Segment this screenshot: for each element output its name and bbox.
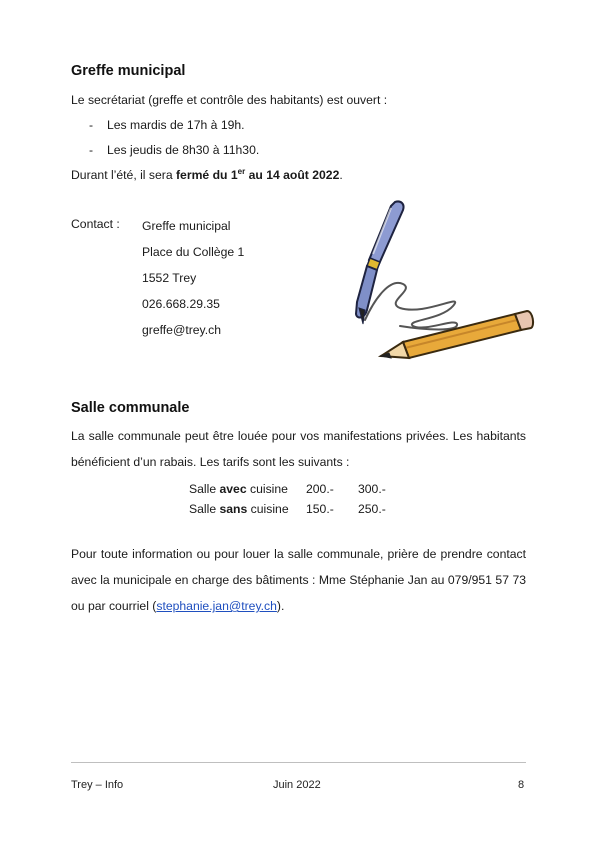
section-title-salle: Salle communale	[71, 400, 190, 416]
contact-line: 1552 Trey	[142, 271, 197, 285]
scribble-line	[365, 283, 457, 330]
pen-and-pencil-illustration	[345, 198, 535, 366]
salle-intro: La salle communale peut être louée pour vos manifestations privées. Les habitants bénéficient d’un rabais. Les tarifs sont les suivants :	[71, 429, 526, 469]
contact-line: Greffe municipal	[142, 219, 231, 233]
page-number: 8	[518, 779, 525, 791]
contact-address	[142, 217, 244, 347]
tarif-price-1: 200.-	[306, 482, 334, 496]
document-page: Greffe municipal Le secrétariat (greffe et contrôle des habitants) est ouvert : - Les mardis de 17h à 19h. - Les jeudis de 8h30 à 11h30. Durant l’été, il sera fermé du 1er au 14 août 2022. Contact : Greffe municipal Place du Collège 1 1552 Trey 026.668.29.35 greffe@trey.ch Salle communale La salle communale peut être louée pour vos manifestations privées. Les habitants bénéficient d’un rabais. Les tarifs sont les suivants : Salle avec cuisine 200.- 300.- Salle sans cuisine 150.- 250.- Pour toute information ou pour louer la salle communale, prière de prendre contact avec la municipale en charge des bâtiments : Mme Stéphanie Jan au 079/951 57 73 ou par courriel (stephanie.jan@trey.ch). Trey – Info Juin 2022 8	[0, 0, 595, 842]
contact-email: greffe@trey.ch	[142, 323, 221, 337]
table-row	[184, 479, 399, 499]
contact-label: Contact :	[71, 217, 120, 231]
hours-item-text: Les mardis de 17h à 19h.	[107, 118, 245, 132]
greffe-intro: Le secrétariat (greffe et contrôle des habitants) est ouvert :	[71, 93, 388, 107]
tarif-label: Salle sans cuisine	[189, 502, 289, 516]
tarif-price-2: 250.-	[358, 502, 386, 516]
hours-item-text: Les jeudis de 8h30 à 11h30.	[107, 143, 260, 157]
contact-line: Place du Collège 1	[142, 245, 245, 259]
footer-date: Juin 2022	[273, 779, 321, 791]
contact-line: 026.668.29.35	[142, 297, 220, 311]
tarif-price-2: 300.-	[358, 482, 386, 496]
section-title-greffe: Greffe municipal	[71, 63, 186, 79]
footer-divider	[71, 762, 526, 763]
table-row	[184, 499, 399, 519]
tarif-price-1: 150.-	[306, 502, 334, 516]
footer-left: Trey – Info	[71, 779, 124, 791]
salle-email-link[interactable]: stephanie.jan@trey.ch	[156, 599, 277, 613]
pencil-icon	[381, 311, 533, 358]
summer-closure: Durant l’été, il sera fermé du 1er au 14 août 2022.	[71, 167, 343, 182]
closure-dates: fermé du 1er au 14 août 2022	[176, 167, 340, 182]
tarif-label: Salle avec cuisine	[189, 482, 288, 496]
tarifs-table	[184, 479, 399, 519]
salle-contact-info: Pour toute information ou pour louer la salle communale, prière de prendre contact avec la municipale en charge des bâtiments : Mme Stéphanie Jan au 079/951 57 73 ou par courriel (stephanie.jan@trey.ch).	[71, 547, 526, 613]
